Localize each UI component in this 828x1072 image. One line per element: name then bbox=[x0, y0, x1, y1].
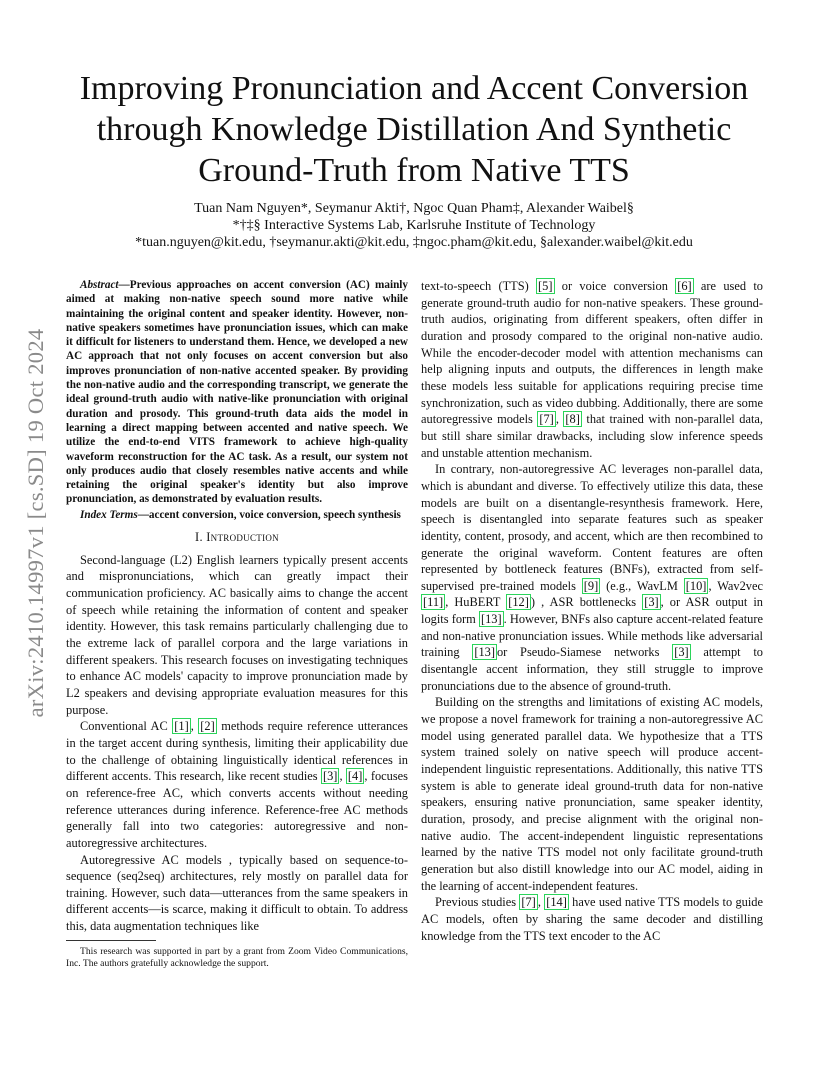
citation-link[interactable]: [13] bbox=[474, 645, 495, 660]
author-block bbox=[64, 200, 764, 251]
index-terms bbox=[66, 508, 408, 522]
abstract-label: Abstract bbox=[80, 279, 119, 291]
abstract bbox=[66, 278, 408, 507]
citation-link[interactable]: [13] bbox=[480, 612, 502, 627]
citation-link[interactable]: [7] bbox=[539, 412, 554, 427]
citation-link[interactable]: [14] bbox=[546, 895, 567, 910]
citation-link[interactable]: [3] bbox=[322, 769, 338, 784]
funding-footnote: This research was supported in part by a grant from Zoom Video Communications, Inc. The authors gratefully acknowledge the support. bbox=[66, 946, 408, 969]
paper-title: Improving Pronunciation and Accent Conversion through Knowledge Distillation And Synthetic Ground-Truth from Native TTS bbox=[79, 70, 749, 189]
citation-link[interactable]: [6] bbox=[677, 279, 692, 293]
author-affiliation: *†‡§ Interactive Systems Lab, Karlsruhe Institute of Technology bbox=[232, 218, 596, 233]
citation-link[interactable]: [11] bbox=[423, 595, 444, 610]
citation-link[interactable]: [3] bbox=[644, 595, 659, 610]
arxiv-sidebar-stamp bbox=[22, 291, 50, 756]
citation-link[interactable]: [9] bbox=[583, 578, 599, 593]
intro-paragraph-2: Conventional AC [1] , [2] methods require reference utterances in the target accent during synthesis, limiting their applicability due to the challenge of obtaining linguistically identical references in different accents. This research, like recent studies [3] , [4] , focuses on reference-free AC, which converts accents without needing reference utterances during inference. Reference-free AC methods generally fall into two categories: autoregressive and non-autoregressive architectures. bbox=[66, 719, 408, 850]
right-column bbox=[421, 278, 763, 944]
abstract-text: —Previous approaches on accent conversion (AC) mainly aimed at making non-native speech sound more native while maintaining the original content and speaker identity. However, non-native speakers sometimes have pronunciation issues, which can make it difficult for listeners to understand them. Hence, we developed a new AC approach that not only focuses on accent conversion but also improves pronunciation of non-native accented speaker. By providing the non-native audio and the corresponding transcript, we generate the ideal ground-truth audio with native-like pronunciation with original duration and prosody. This ground-truth data aids the model in learning a direct mapping between accented and native speech. We utilize the end-to-end VITS framework to achieve high-quality waveform reconstruction for the AC task. As a result, our system not only produces audio that closely resembles native accents and while retaining the original speaker's identity but also improve pronunciation, as demonstrated by evaluation results. bbox=[66, 279, 408, 506]
citation-link[interactable]: [4] bbox=[347, 769, 363, 784]
section-heading-introduction: I. Introduction bbox=[195, 530, 279, 545]
citation-link[interactable]: [3] bbox=[674, 645, 689, 660]
arxiv-identifier: arXiv:2410.14997v1 [cs.SD] 19 Oct 2024 bbox=[23, 328, 48, 718]
author-names: Tuan Nam Nguyen*, Seymanur Akti†, Ngoc Quan Pham‡, Alexander Waibel§ bbox=[194, 201, 634, 216]
author-emails: *tuan.nguyen@kit.edu, †seymanur.akti@kit.edu, ‡ngoc.pham@kit.edu, §alexander.waibel@kit.edu bbox=[135, 235, 693, 250]
right-paragraph-3: Building on the strengths and limitations of existing AC models, we propose a novel framework for training a non-autoregressive AC model using generated parallel data. We hypothesize that a TTS system trained solely on native speech will produce accent-independent linguistic representations. Additionally, this native TTS system is able to generate ideal ground-truth data for non-native speakers, ensuring native pronunciation, same speaker identity, duration, prosody, and precise alignment with the original non-native audio. The accent-independent linguistic representations learned by the native TTS model not only facilitate ground-truth generation but also distill knowledge into our AC model, aiding in the learning of accent-independent features. bbox=[421, 695, 763, 893]
left-column bbox=[66, 278, 408, 935]
right-paragraph-2: In contrary, non-autoregressive AC leverages non-parallel data, which is abundant and diverse. To effectively utilize this data, these models are built on a disentangle-resynthesis framework. Here, speech is disentangled into separate features such as speaker identity, content, prosody, and accent, which are then recombined to generate the original waveform. Content features are often represented by bottleneck features (BNFs), extracted from self-supervised pre-trained models [9] (e.g., WavLM [10] , Wav2vec [11] , HuBERT [12] ) , ASR bottlenecks [3] , or ASR output in logits form [13] . However, BNFs also capture accent-related feature and non-native pronunciation issues. While methods like adversarial training [13] or Pseudo-Siamese networks [3] attempt to disentangle accent information, they still struggle to improve pronunciations due to the absence of ground-truth. bbox=[421, 462, 763, 693]
citation-link[interactable]: [2] bbox=[200, 719, 215, 734]
index-terms-label: Index Terms bbox=[80, 508, 138, 521]
citation-link[interactable]: [5] bbox=[538, 279, 553, 293]
citation-link[interactable]: [8] bbox=[565, 412, 580, 427]
index-terms-text: —accent conversion, voice conversion, speech synthesis bbox=[137, 508, 401, 521]
citation-link[interactable]: [10] bbox=[685, 578, 707, 593]
intro-paragraph-1: Second-language (L2) English learners typically present accents and mispronunciations, which can greatly impact their communication proficiency. AC basically aims to change the accent of speech while retaining the information of content and speaker identity. However, this task remains particularly challenging due to the extreme lack of parallel corpora and the large variations in different speakers. This research focuses on investigating techniques to enhance AC models' capacity to improve pronunciation made by L2 speakers and devising appropriate evaluation measures for this purpose. bbox=[66, 552, 408, 717]
citation-link[interactable]: [1] bbox=[174, 719, 189, 734]
citation-link[interactable]: [12] bbox=[508, 595, 529, 610]
footnote-divider bbox=[66, 940, 156, 941]
intro-paragraph-3: Autoregressive AC models , typically based on sequence-to-sequence (seq2seq) architectures, rely mostly on parallel data for training. However, such data—utterances from the same speakers in different accents—is scarce, making it difficult to obtain. To address this, data augmentation techniques like bbox=[66, 852, 408, 934]
right-paragraph-1: text-to-speech (TTS) [5] or voice conversion [6] are used to generate ground-truth audio for non-native speakers. These ground-truth audios, originating from different speakers, often differ in duration and prosody compared to the original non-native audio. While the encoder-decoder model with attention mechanisms can help aligning inputs and outputs, the differences in length make these models less suitable for applications requiring precise time synchronization, such as video dubbing. Additionally, there are some autoregressive models [7] , [8] that trained with non-parallel data, but still share similar drawbacks, including slow inference speeds and unstable attention mechanism. bbox=[421, 279, 763, 460]
right-paragraph-4: Previous studies [7] , [14] have used native TTS models to guide AC models, often by sharing the same decoder and distilling knowledge from the TTS text encoder to the AC bbox=[421, 895, 763, 943]
citation-link[interactable]: [7] bbox=[521, 895, 536, 910]
